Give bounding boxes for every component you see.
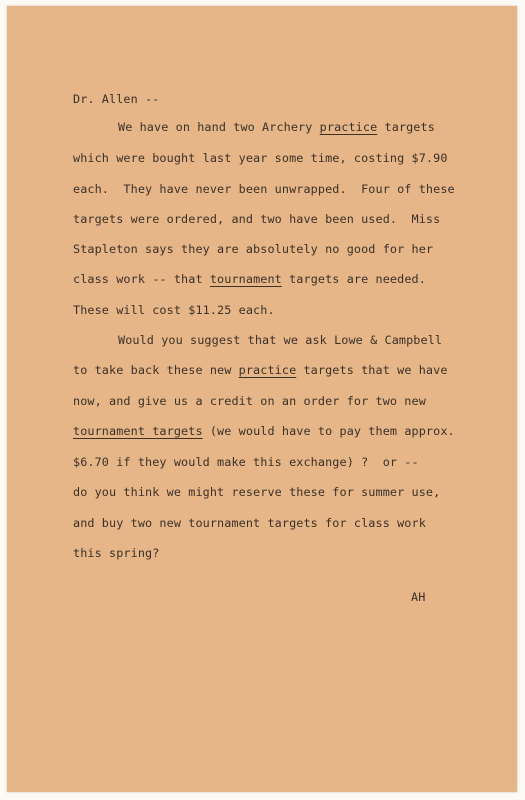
paragraph-1-line-4: targets were ordered, and two have been used. Miss [73,212,441,226]
paragraph-1-line-2: which were bought last year some time, costing $7.90 [73,151,448,165]
text-segment: to take back these new [73,363,239,377]
paragraph-2-line-5: $6.70 if they would make this exchange) ? or -- [73,455,419,469]
paragraph-2-line-4 [73,424,455,438]
text-segment: targets [377,120,435,134]
text-segment: class work -- that [73,272,210,286]
text-segment: We have on hand two Archery [118,120,320,134]
sender-initials: AH [411,590,426,604]
underlined-word-practice: practice [319,120,378,134]
paragraph-2-line-3: now, and give us a credit on an order for two new [73,394,426,408]
underlined-phrase-tournament-targets: tournament targets [73,424,203,438]
paragraph-1-line-3: each. They have never been unwrapped. Four of these [73,182,455,196]
text-segment: (we would have to pay them approx. [202,424,455,438]
text-segment: targets are needed. [281,272,426,286]
paragraph-2-line-6: do you think we might reserve these for summer use, [73,485,441,499]
paragraph-1-line-1 [118,120,435,134]
paragraph-2-line-8: this spring? [73,546,160,560]
letter-page [7,6,517,792]
paragraph-2-line-1: Would you suggest that we ask Lowe & Campbell [118,333,443,347]
paragraph-1-line-5: Stapleton says they are absolutely no good for her [73,242,434,256]
paragraph-1-line-6 [73,272,426,286]
paragraph-2-line-7: and buy two new tournament targets for class work [73,516,426,530]
text-segment: targets that we have [296,363,448,377]
paragraph-1-line-7: These will cost $11.25 each. [73,303,275,317]
underlined-word-practice: practice [238,363,297,377]
paragraph-2-line-2 [73,363,448,377]
salutation: Dr. Allen -- [73,92,160,106]
underlined-word-tournament: tournament [209,272,282,286]
